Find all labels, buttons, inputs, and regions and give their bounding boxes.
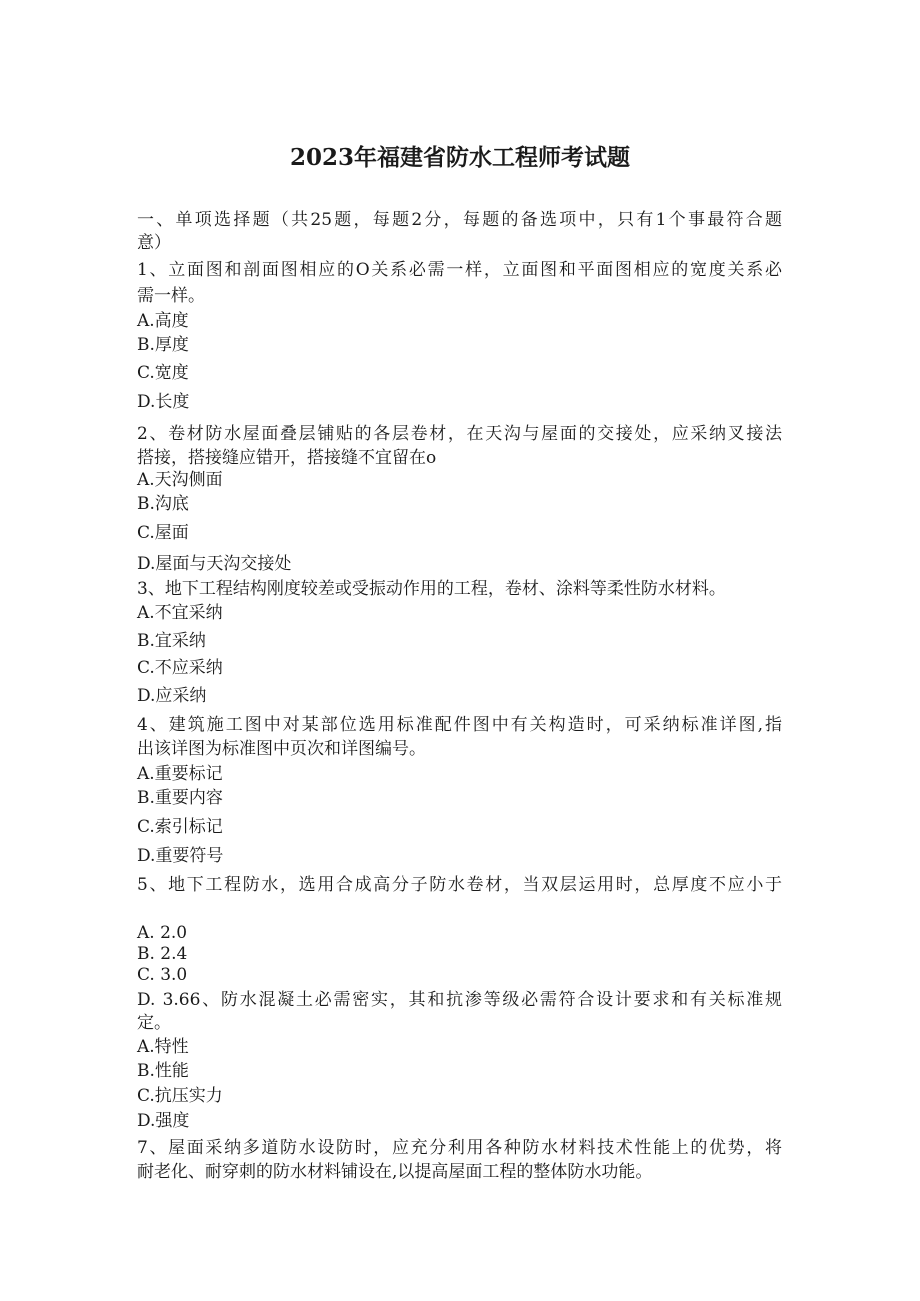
question-4-option-a: A.重要标记 [137, 764, 223, 784]
question-7-line1: 7、屋面采纳多道防水设防时，应充分利用各种防水材料技术性能上的优势，将 [137, 1138, 782, 1158]
question-5-line1: 5、地下工程防水，选用合成高分子防水卷材，当双层运用时，总厚度不应小于 [137, 875, 782, 895]
question-3-option-a: A.不宜采纳 [137, 603, 223, 623]
question-2-option-c: C.屋面 [137, 523, 189, 543]
question-6-option-c: C.抗压实力 [137, 1086, 223, 1106]
question-2-line2: 搭接，搭接缝应错开，搭接缝不宜留在o [137, 448, 437, 468]
question-4-line2: 出该详图为标准图中页次和详图编号。 [137, 739, 426, 759]
question-4-option-c: C.索引标记 [137, 817, 223, 837]
question-1-option-c: C.宽度 [137, 363, 189, 383]
question-3-option-b: B.宜采纳 [137, 631, 206, 651]
question-3-option-d: D.应采纳 [137, 686, 207, 706]
question-3-option-c: C.不应采纳 [137, 658, 223, 678]
page-title: 2023年福建省防水工程师考试题 [289, 144, 630, 171]
question-2-line1: 2、卷材防水屋面叠层铺贴的各层卷材，在天沟与屋面的交接处，应采纳叉接法 [137, 424, 782, 444]
question-5-option-a: A. 2.0 [137, 923, 188, 943]
question-1-option-b: B.厚度 [137, 335, 189, 355]
question-1-line1: 1、立面图和剖面图相应的O关系必需一样，立面图和平面图相应的宽度关系必 [137, 260, 782, 280]
question-1-option-a: A.高度 [137, 311, 189, 331]
question-5-option-d: D. 3.66、防水混凝土必需密实，其和抗渗等级必需符合设计要求和有关标准规 [137, 990, 782, 1010]
question-5-option-c: C. 3.0 [137, 965, 188, 985]
question-4-option-b: B.重要内容 [137, 788, 223, 808]
question-6-option-b: B.性能 [137, 1061, 189, 1081]
question-2-option-d: D.屋面与天沟交接处 [137, 554, 292, 574]
question-7-line2: 耐老化、耐穿刺的防水材料铺设在,以提高屋面工程的整体防水功能。 [137, 1162, 653, 1182]
question-1-line2: 需一样。 [137, 286, 205, 306]
question-5-option-b: B. 2.4 [137, 944, 188, 964]
question-2-option-a: A.天沟侧面 [137, 470, 223, 490]
question-3-line1: 3、地下工程结构刚度较差或受振动作用的工程，卷材、涂料等柔性防水材料。 [137, 579, 726, 599]
section-heading-line2: 意） [137, 233, 171, 253]
question-2-option-b: B.沟底 [137, 494, 189, 514]
question-6-option-a: A.特性 [137, 1037, 189, 1057]
question-6-option-d: D.强度 [137, 1111, 190, 1131]
question-6-line2: 定。 [137, 1013, 171, 1033]
section-heading-line1: 一、单项选择题（共25题，每题2分，每题的备选项中，只有1个事最符合题 [137, 210, 782, 230]
question-1-option-d: D.长度 [137, 392, 190, 412]
question-4-line1: 4、建筑施工图中对某部位选用标准配件图中有关构造时，可采纳标准详图,指 [137, 715, 782, 735]
question-4-option-d: D.重要符号 [137, 846, 224, 866]
